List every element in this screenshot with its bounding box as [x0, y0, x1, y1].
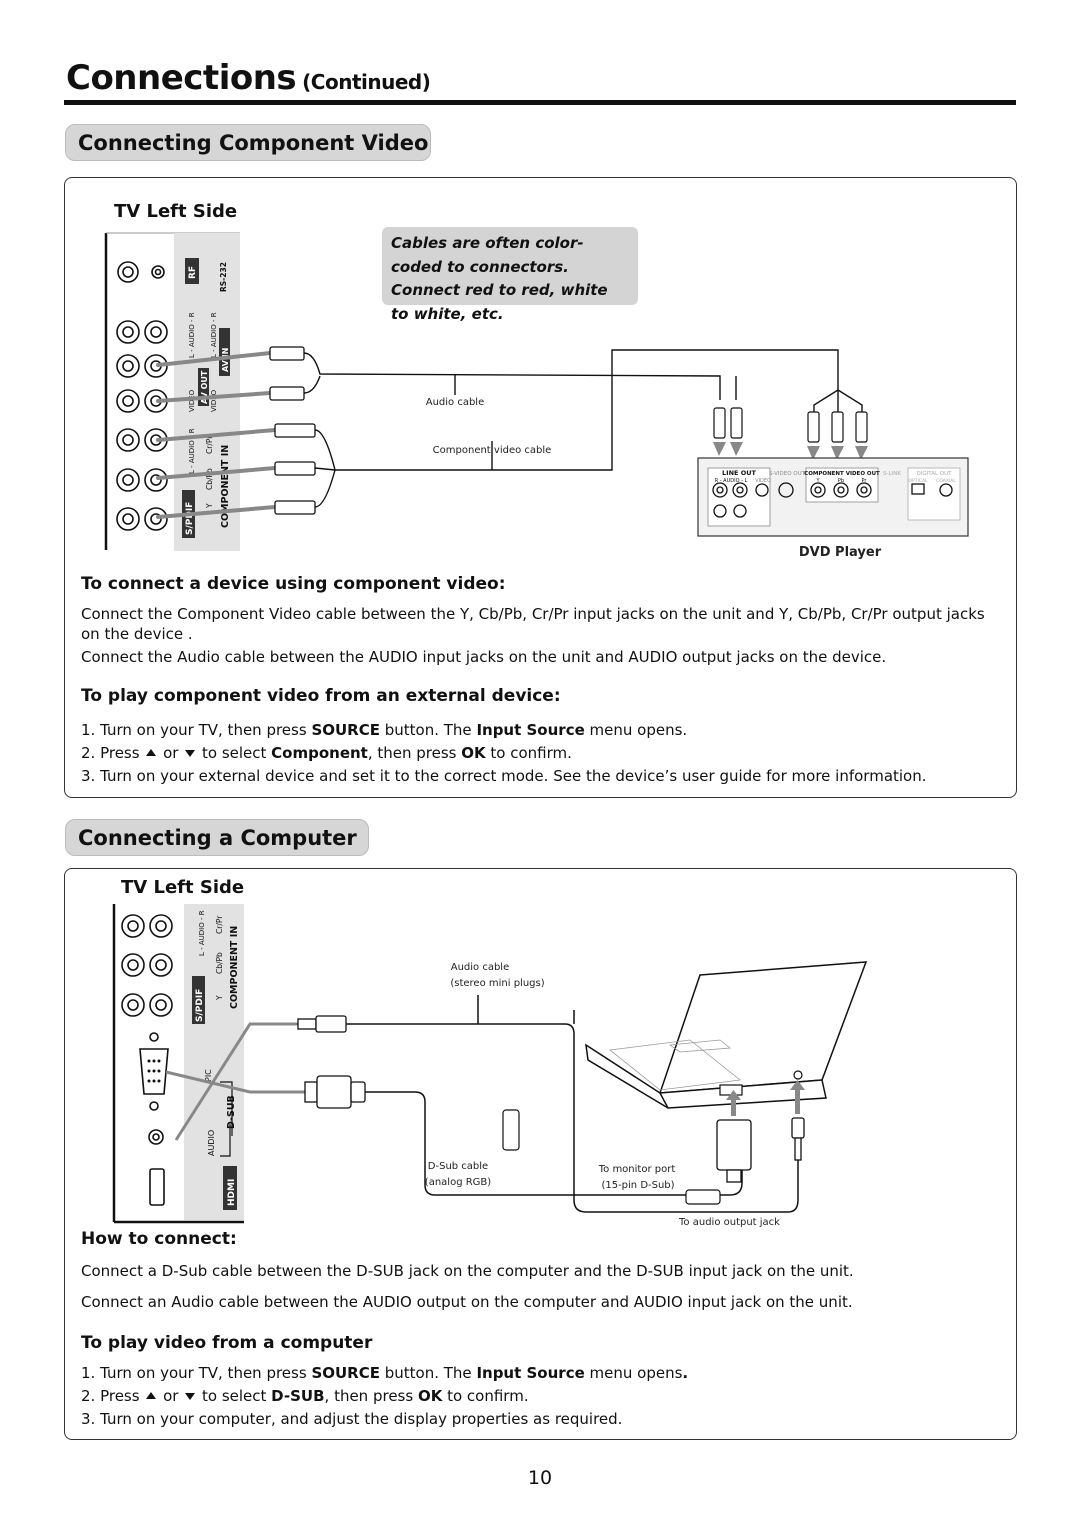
jack-label-audio-2: L - AUDIO - R: [210, 312, 218, 358]
jack-label-hdmi: HDMI: [227, 1178, 237, 1206]
tv-left-side-label: TV Left Side: [114, 201, 238, 222]
dsub-cable-label: D-Sub cable: [427, 1161, 489, 1172]
jack-label-audio-3: L - AUDIO - R: [188, 428, 196, 474]
dvd-pb-label: Pb: [837, 478, 845, 484]
audio-output-label: To audio output jack: [679, 1217, 780, 1228]
dvd-coaxial-label: COAXIAL: [936, 479, 956, 484]
dvd-line-out-label: LINE OUT: [722, 469, 756, 477]
jack-label-spdif-2: S/PDIF: [195, 988, 205, 1022]
jack-label-component-in: COMPONENT IN: [220, 444, 231, 528]
pc-audio-cable-label: Audio cable: [450, 962, 510, 973]
up-arrow-icon-2: [146, 1392, 156, 1399]
audio-cable-label: Audio cable: [425, 397, 485, 408]
tv-left-side-label-2: TV Left Side: [121, 877, 245, 898]
component-step-3: 3. Turn on your external device and set it to the correct mode. See the device’s user guide for more information.: [81, 767, 927, 785]
color-code-note: Cables are often color-coded to connectors. Connect red to red, white to white, etc.: [382, 227, 638, 305]
jack-label-av-out: AV OUT: [200, 370, 209, 404]
section-heading-computer: Connecting a Computer: [65, 819, 369, 856]
jack-label-cr: Cr/Pr: [205, 435, 214, 454]
jack-label-lr-2: L - AUDIO - R: [198, 910, 206, 956]
jack-label-spdif: S/PDIF: [185, 501, 195, 535]
play-component-heading: To play component video from an external device:: [81, 686, 561, 706]
dvd-slink-label: S-LINK: [883, 471, 901, 477]
jack-label-component-2: COMPONENT IN: [229, 925, 240, 1009]
connect-component-heading: To connect a device using component video:: [81, 574, 506, 594]
monitor-port-label: To monitor port: [598, 1164, 676, 1175]
component-step-2: 2. Press or to select Component, then press OK to confirm.: [81, 744, 572, 762]
page-number: 10: [527, 1467, 553, 1489]
component-cable-label: Component video cable: [432, 445, 552, 456]
dvd-player-label: DVD Player: [798, 545, 882, 560]
jack-label-y-2: Y: [215, 995, 224, 1000]
jack-label-dsub: D-SUB: [226, 1095, 237, 1129]
jack-label-video-1: VIDEO: [188, 389, 196, 412]
jack-label-cb-2: Cb/Pb: [215, 952, 224, 974]
dvd-y-label: Y: [816, 478, 820, 484]
jack-label-pic: PIC: [204, 1069, 213, 1082]
jack-label-rs232: RS-232: [219, 262, 228, 292]
dvd-component-label: COMPONENT VIDEO OUT: [804, 471, 880, 477]
connect-component-text-1: Connect the Component Video cable between the Y, Cb/Pb, Cr/Pr input jacks on the unit and Y, Cb/Pb, Cr/Pr output jacks on the device .: [81, 605, 985, 643]
monitor-port-sublabel: (15-pin D-Sub): [601, 1180, 675, 1191]
computer-step-3: 3. Turn on your computer, and adjust the display properties as required.: [81, 1410, 623, 1428]
dvd-svideo-label: S-VIDEO OUT: [768, 471, 806, 477]
dvd-audio-label: R - AUDIO - L: [714, 478, 748, 484]
computer-steps: [81, 1363, 1006, 1429]
how-to-connect-text-1: Connect a D-Sub cable between the D-SUB jack on the computer and the D-SUB input jack on the unit.: [81, 1262, 854, 1280]
pc-audio-cable-sublabel: (stereo mini plugs): [450, 978, 545, 989]
how-to-connect-text-2: Connect an Audio cable between the AUDIO output on the computer and AUDIO input jack on the unit.: [81, 1293, 853, 1311]
jack-label-audio-pc: AUDIO: [207, 1129, 216, 1156]
dvd-optical-label: OPTICAL: [908, 479, 928, 484]
page-title-sub: (Continued): [302, 70, 431, 94]
how-to-connect-heading: How to connect:: [81, 1229, 237, 1249]
page-title-main: Connections: [66, 58, 297, 98]
computer-step-2: 2. Press or to select D-SUB, then press OK to confirm.: [81, 1387, 529, 1405]
down-arrow-icon-2: [185, 1393, 195, 1400]
dsub-cable-sublabel: (analog RGB): [424, 1177, 492, 1188]
jack-label-cr-2: Cr/Pr: [215, 915, 224, 934]
computer-step-1: 1. Turn on your TV, then press SOURCE button. The Input Source menu opens.: [81, 1364, 689, 1382]
component-step-1: 1. Turn on your TV, then press SOURCE button. The Input Source menu opens.: [81, 721, 688, 739]
jack-label-av-in: AV IN: [221, 347, 230, 372]
jack-label-cb: Cb/Pb: [205, 468, 214, 490]
dvd-video-label: VIDEO: [755, 478, 771, 484]
section-heading-component: Connecting Component Video: [65, 124, 431, 161]
jack-label-rf: RF: [188, 265, 198, 279]
dvd-digital-label: DIGITAL OUT: [916, 471, 952, 477]
dvd-pr-label: Pr: [861, 478, 867, 484]
play-computer-heading: To play video from a computer: [81, 1333, 373, 1353]
jack-label-y: Y: [205, 503, 214, 508]
jack-label-audio-1: L - AUDIO - R: [188, 312, 196, 358]
connect-component-text-2: Connect the Audio cable between the AUDIO input jacks on the unit and AUDIO output jacks on the device.: [81, 648, 887, 666]
jack-label-video-2: VIDEO: [210, 389, 218, 412]
